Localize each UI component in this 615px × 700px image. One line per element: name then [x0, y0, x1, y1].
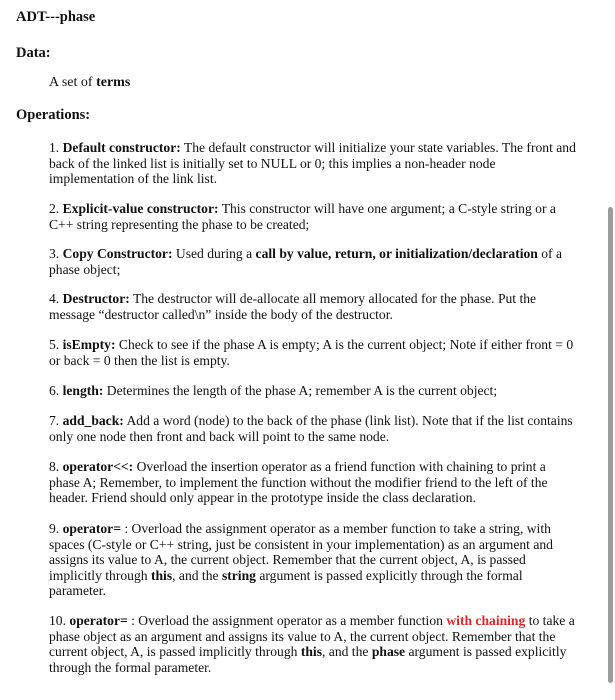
operation-emphasis: string	[221, 567, 256, 583]
operation-text: to take a phase object as an argument and assigns its value to A, the current object. Remember that the current object, A, is passed implicitly through	[49, 613, 575, 659]
operation-item-assignment-string	[49, 521, 576, 599]
operation-text: The destructor will de-allocate all memory allocated for the phase. Put the message “destructor called\n” inside the body of the destructor.	[49, 291, 537, 322]
operation-number: 1.	[49, 140, 60, 155]
operation-label: length:	[62, 383, 104, 398]
operation-item-length	[49, 383, 576, 399]
operation-text: : Overload the assignment operator as a member function	[127, 613, 447, 628]
operation-item-explicit-value-constructor	[49, 201, 576, 232]
operation-number: 2.	[49, 201, 60, 216]
operation-number: 8.	[49, 459, 60, 474]
operation-text: Overload the insertion operator as a friend function with chaining to print a phase A; Remember, to implement the function without the modifier friend to the left of the header. Friend should only appear in the prototype inside the class declaration.	[49, 459, 548, 505]
operation-emphasis: phase	[371, 644, 406, 659]
operation-number: 6.	[49, 383, 60, 398]
document-title: ADT---phase	[16, 9, 96, 25]
operation-item-insertion-operator	[49, 459, 576, 506]
operation-item-destructor	[49, 291, 576, 322]
operation-emphasis: this	[300, 644, 322, 659]
operation-number: 9.	[49, 521, 60, 536]
operation-item-add-back	[49, 413, 576, 444]
operation-text: This constructor will have one argument; a C-style string or a C++ string representing the phase to be created;	[49, 201, 556, 232]
operation-text: , and the	[321, 644, 372, 659]
operation-emphasis: call by value, return, or initialization/declaration	[255, 246, 538, 261]
data-description-emphasis: terms	[96, 75, 131, 90]
operation-text: Used during a	[172, 246, 256, 261]
operation-label: Explicit-value constructor:	[62, 201, 219, 216]
vertical-scrollbar[interactable]	[605, 0, 615, 700]
operation-text: Determines the length of the phase A; remember A is the current object;	[103, 383, 498, 398]
operation-label: Destructor:	[62, 291, 130, 306]
operation-item-isempty	[49, 337, 576, 368]
operation-emphasis: this	[150, 567, 173, 583]
operation-item-assignment-chaining	[49, 613, 576, 675]
data-description-prefix: A set of	[49, 75, 97, 90]
data-heading: Data:	[16, 45, 51, 61]
operation-number: 3.	[49, 246, 60, 261]
operation-text: : Overload the assignment operator as a member function to take a string, with spaces (C-style or C++ string, just be consistent in your implementation) as an argument and assigns its value to A, the current object. Remember that the current object, A, is passed implicitly through	[49, 521, 553, 583]
operation-text: Check to see if the phase A is empty; A is the current object; Note if either front = 0 or back = 0 then the list is empty.	[49, 337, 574, 368]
operation-label: isEmpty:	[62, 337, 116, 352]
operation-text: of a phase object;	[49, 246, 563, 277]
operation-highlight: with chaining	[446, 613, 526, 628]
operation-number: 10.	[49, 613, 66, 628]
operation-label: Default constructor:	[62, 140, 181, 155]
operation-text: , and the	[172, 567, 222, 583]
operation-text: argument is passed explicitly through the formal parameter.	[49, 644, 567, 675]
operation-text: argument is passed explicitly through the formal parameter.	[49, 567, 523, 598]
operation-item-default-constructor	[49, 140, 576, 187]
scrollbar-thumb[interactable]	[608, 207, 613, 683]
operation-item-copy-constructor	[49, 246, 576, 277]
operation-number: 5.	[49, 337, 60, 352]
operation-text: The default constructor will initialize your state variables. The front and back of the linked list is initially set to NULL or 0; this implies a non-header node implementation of the link list.	[49, 140, 576, 186]
operation-number: 7.	[49, 413, 60, 428]
operation-label: operator=	[69, 613, 128, 628]
data-description	[49, 75, 130, 91]
operation-label: add_back:	[62, 413, 124, 428]
operation-label: Copy Constructor:	[62, 246, 173, 261]
operation-number: 4.	[49, 291, 60, 306]
operation-text: Add a word (node) to the back of the phase (link list). Note that if the list contains only one node then front and back will point to the same node.	[49, 413, 573, 444]
operations-heading: Operations:	[16, 107, 91, 123]
operation-label: operator=	[62, 521, 121, 536]
operation-label: operator<<:	[62, 459, 134, 474]
